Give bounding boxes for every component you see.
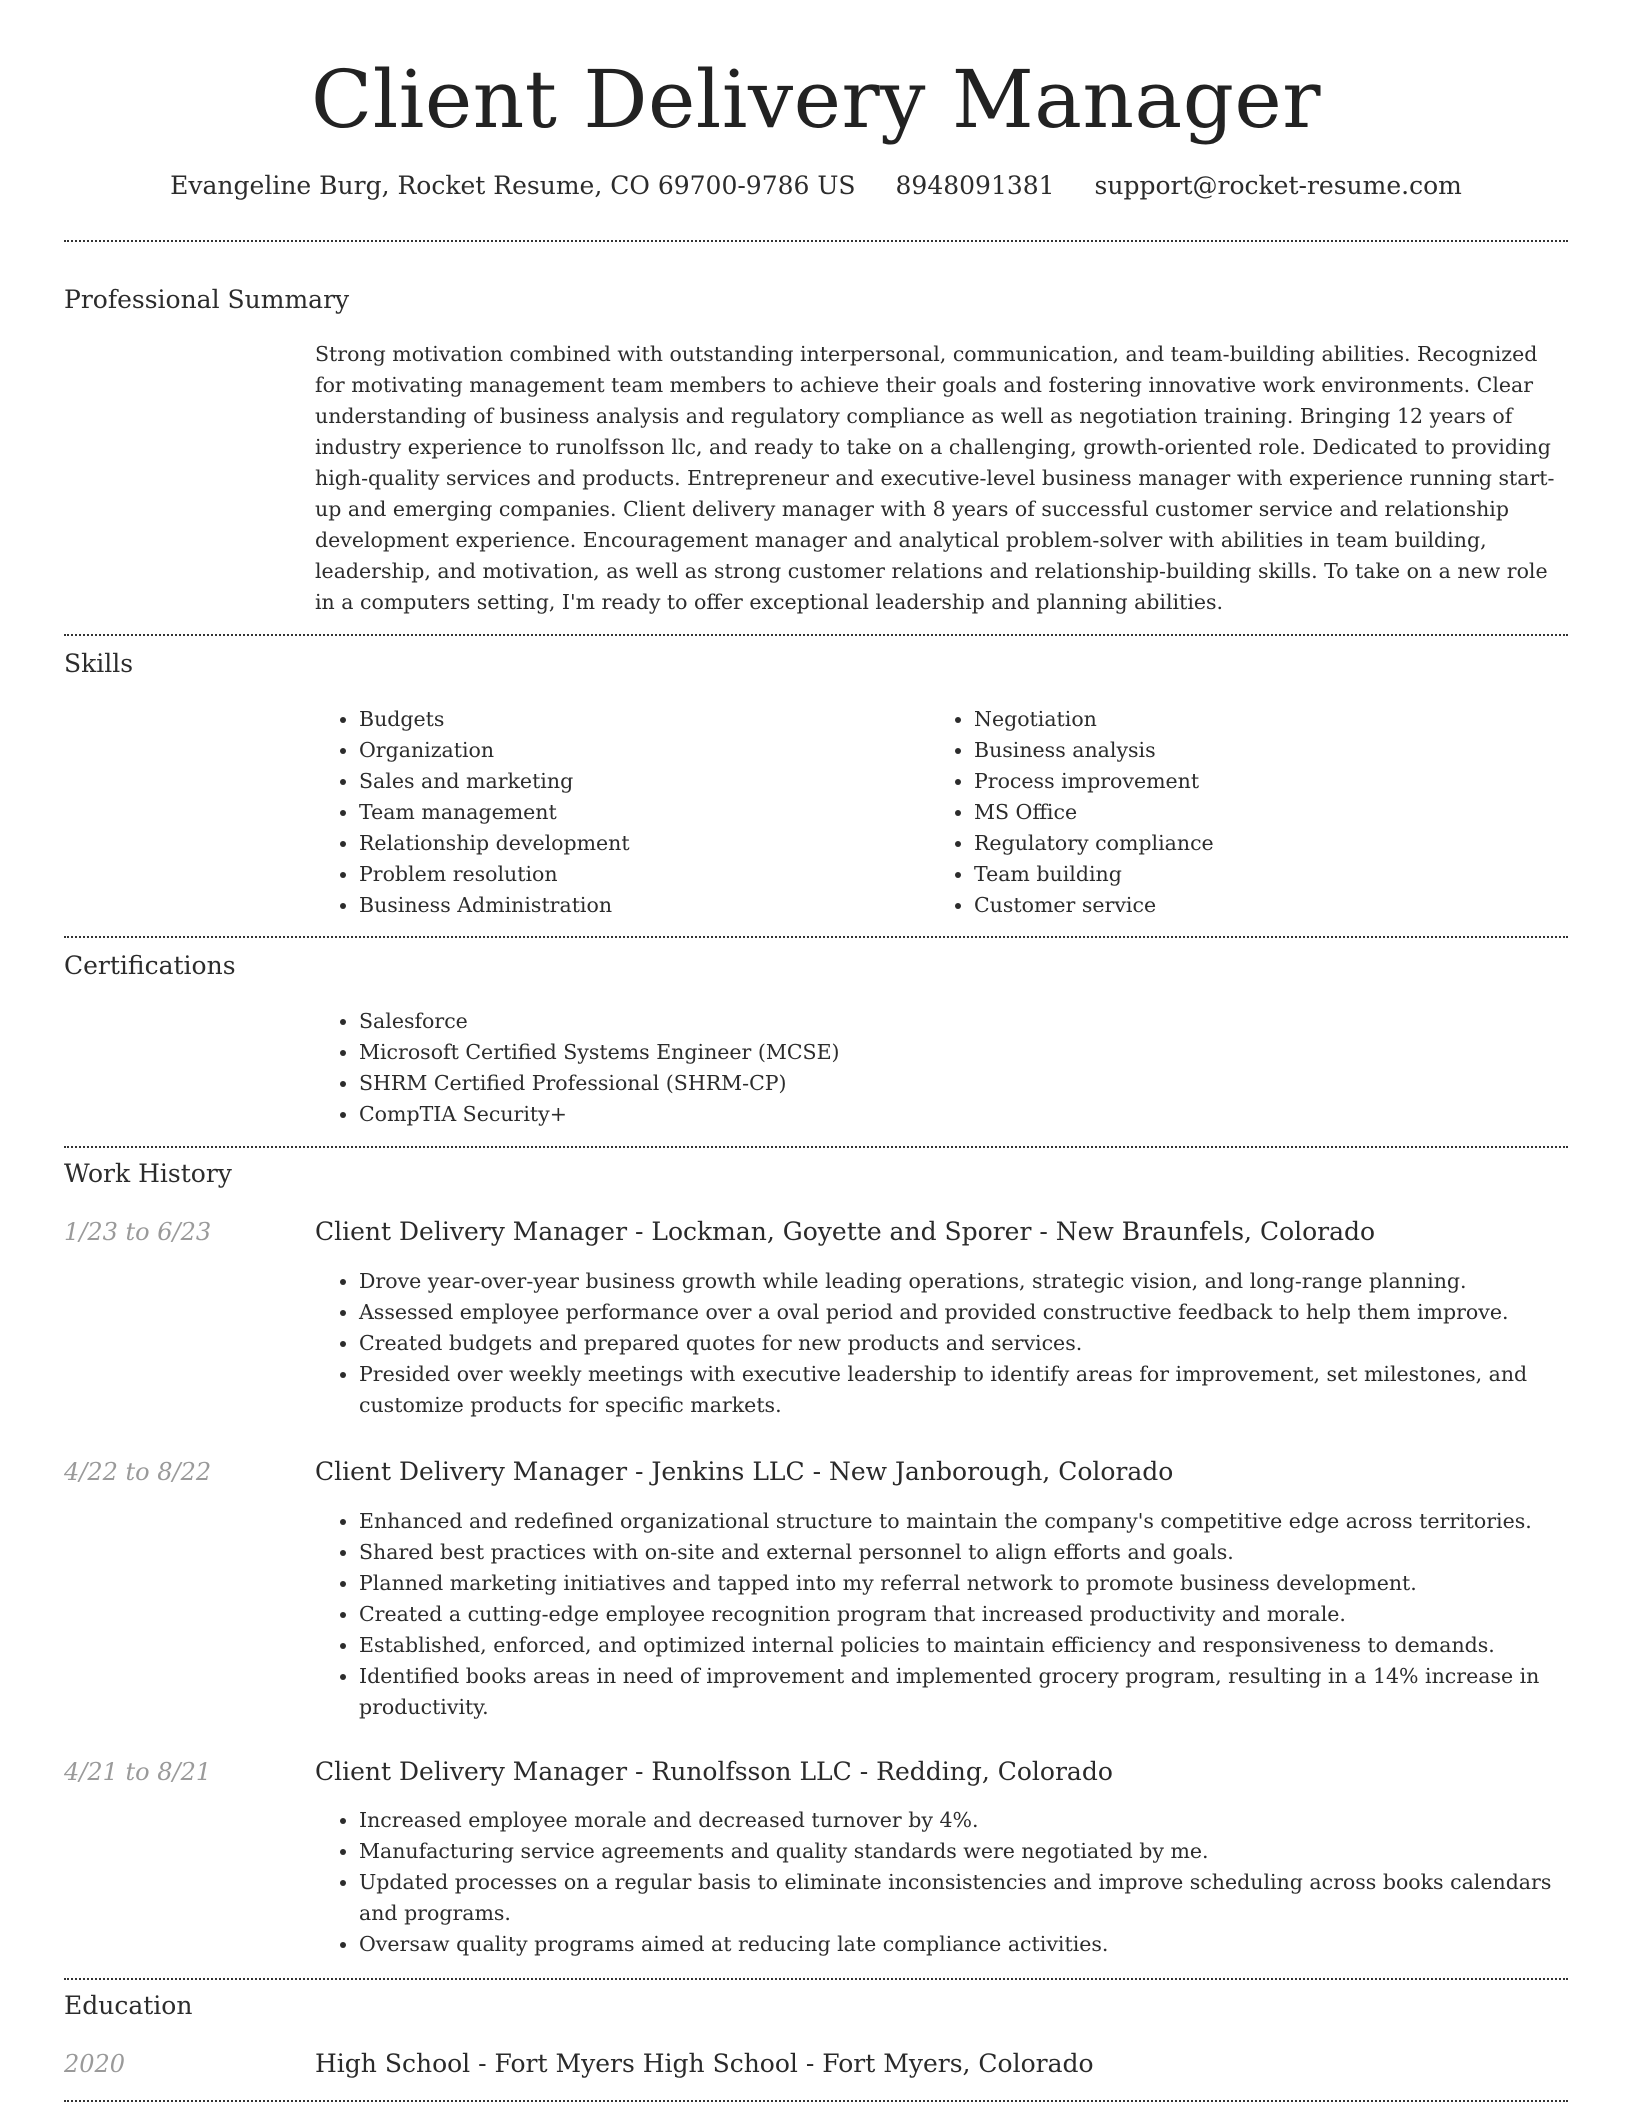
list-item: • Increased employee morale and decreased turnover by 4%.	[359, 1805, 1568, 1836]
education-heading: Education	[64, 1991, 193, 2020]
work-history-heading: Work History	[64, 1159, 232, 1188]
job-dates: 1/23 to 6/23	[64, 1218, 212, 1246]
list-item: • Established, enforced, and optimized internal policies to maintain efficiency and responsiveness to demands.	[359, 1630, 1568, 1661]
list-item: • SHRM Certified Professional (SHRM-CP)	[359, 1068, 1559, 1099]
list-item: • Process improvement	[974, 766, 1574, 797]
contact-line	[0, 170, 1632, 202]
skills-heading: Skills	[64, 649, 134, 678]
list-item: • Business Administration	[359, 890, 919, 921]
contact-address: Evangeline Burg, Rocket Resume, CO 69700-9786 US	[170, 171, 856, 200]
list-item: • Business analysis	[974, 735, 1574, 766]
list-item: • Presided over weekly meetings with executive leadership to identify areas for improvement, set milestones, and customize products for specific markets.	[359, 1359, 1568, 1421]
list-item: • Planned marketing initiatives and tapped into my referral network to promote business development.	[359, 1568, 1568, 1599]
list-item: • CompTIA Security+	[359, 1099, 1559, 1130]
list-item: • Assessed employee performance over a oval period and provided constructive feedback to help them improve.	[359, 1297, 1568, 1328]
divider	[64, 936, 1568, 938]
divider	[64, 240, 1568, 242]
list-item: • Budgets	[359, 704, 919, 735]
list-item: • MS Office	[974, 797, 1574, 828]
list-item: • Problem resolution	[359, 859, 919, 890]
divider	[64, 1978, 1568, 1980]
divider	[64, 2100, 1568, 2102]
list-item: • Drove year-over-year business growth while leading operations, strategic vision, and long-range planning.	[359, 1266, 1568, 1297]
list-item: • Regulatory compliance	[974, 828, 1574, 859]
job-title: Client Delivery Manager - Runolfsson LLC - Redding, Colorado	[315, 1757, 1113, 1786]
job-title: Client Delivery Manager - Lockman, Goyette and Sporer - New Braunfels, Colorado	[315, 1217, 1376, 1246]
list-item: • Oversaw quality programs aimed at reducing late compliance activities.	[359, 1929, 1568, 1960]
list-item: • Organization	[359, 735, 919, 766]
list-item: • Created a cutting-edge employee recognition program that increased productivity and morale.	[359, 1599, 1568, 1630]
list-item: • Enhanced and redefined organizational structure to maintain the company's competitive edge across territories.	[359, 1506, 1568, 1537]
summary-heading: Professional Summary	[64, 285, 350, 314]
education-entry: High School - Fort Myers High School - Fort Myers, Colorado	[315, 2049, 1094, 2078]
divider	[64, 1146, 1568, 1148]
divider	[64, 634, 1568, 636]
list-item: • Negotiation	[974, 704, 1574, 735]
list-item: • Team management	[359, 797, 919, 828]
list-item: • Sales and marketing	[359, 766, 919, 797]
list-item: • Salesforce	[359, 1006, 1559, 1037]
list-item: • Team building	[974, 859, 1574, 890]
skills-list-right	[930, 704, 1574, 921]
list-item: • Microsoft Certified Systems Engineer (MCSE)	[359, 1037, 1559, 1068]
resume-title: Client Delivery Manager	[310, 53, 1321, 146]
job-dates: 4/21 to 8/21	[64, 1758, 212, 1786]
job-dates: 4/22 to 8/22	[64, 1458, 212, 1486]
skills-list-left	[315, 704, 919, 921]
job-bullets	[315, 1506, 1568, 1723]
list-item: • Updated processes on a regular basis to eliminate inconsistencies and improve scheduling across books calendars and programs.	[359, 1867, 1568, 1929]
job-title: Client Delivery Manager - Jenkins LLC - New Janborough, Colorado	[315, 1457, 1174, 1486]
list-item: • Manufacturing service agreements and quality standards were negotiated by me.	[359, 1836, 1568, 1867]
list-item: • Created budgets and prepared quotes for new products and services.	[359, 1328, 1568, 1359]
contact-phone: 8948091381	[895, 171, 1055, 200]
list-item: • Identified books areas in need of improvement and implemented grocery program, resulting in a 14% increase in productivity.	[359, 1661, 1568, 1723]
summary-text: Strong motivation combined with outstanding interpersonal, communication, and team-building abilities. Recognized for motivating management team members to achieve their goals and fostering innovative work environments. Clear understanding of business analysis and regulatory compliance as well as negotiation training. Bringing 12 years of industry experience to runolfsson llc, and ready to take on a challenging, growth-oriented role. Dedicated to providing high-quality services and products. Entrepreneur and executive-level business manager with experience running start-up and emerging companies. Client delivery manager with 8 years of successful customer service and relationship development experience. Encouragement manager and analytical problem-solver with abilities in team building, leadership, and motivation, as well as strong customer relations and relationship-building skills. To take on a new role in a computers setting, I'm ready to offer exceptional leadership and planning abilities.	[315, 342, 1555, 614]
certifications-list	[315, 1006, 1559, 1130]
job-bullets	[315, 1805, 1568, 1960]
list-item: • Relationship development	[359, 828, 919, 859]
job-bullets	[315, 1266, 1568, 1421]
list-item: • Customer service	[974, 890, 1574, 921]
contact-email: support@rocket-resume.com	[1094, 171, 1462, 200]
list-item: • Shared best practices with on-site and external personnel to align efforts and goals.	[359, 1537, 1568, 1568]
education-year: 2020	[64, 2050, 126, 2078]
certifications-heading: Certifications	[64, 951, 236, 980]
